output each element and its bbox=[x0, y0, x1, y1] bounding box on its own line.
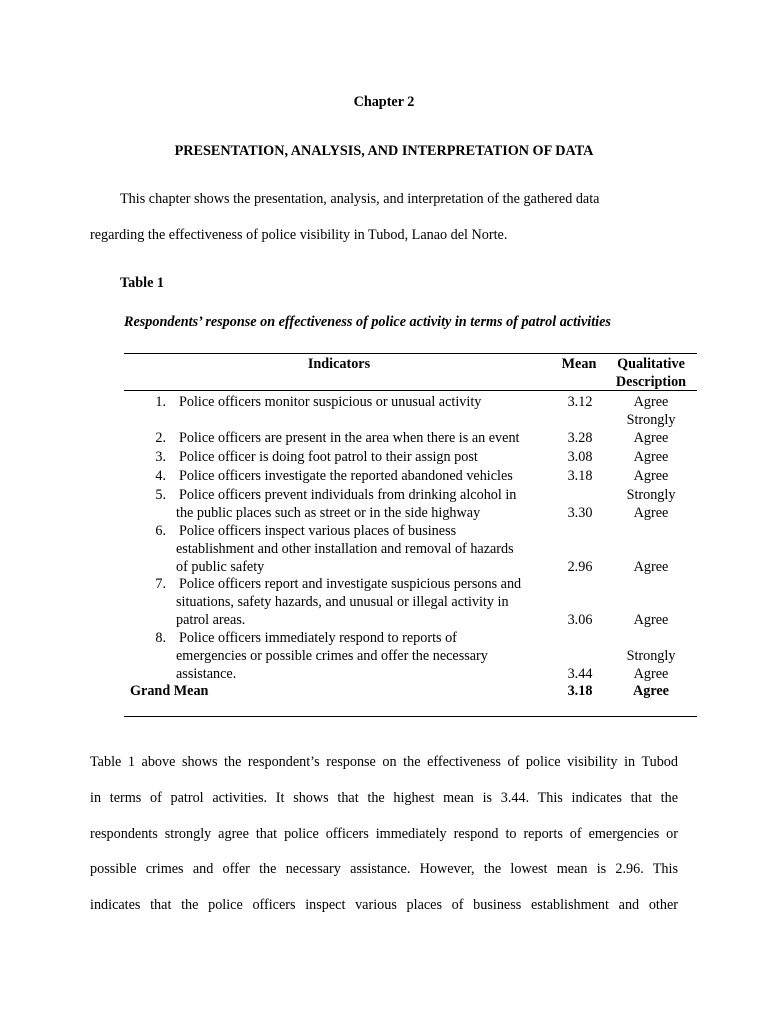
row-indicator: patrol areas. bbox=[176, 612, 246, 628]
row-mean: 3.12 bbox=[567, 394, 593, 410]
analysis-line-5: indicates that the police officers inspect various places of business establishment and other bbox=[90, 897, 678, 913]
row-indicator: Police officers report and investigate suspicious persons and bbox=[179, 576, 522, 592]
row-number: 5. bbox=[155, 487, 166, 503]
row-description: Agree bbox=[633, 505, 669, 521]
row-number: 7. bbox=[155, 576, 166, 592]
row-description: Agree bbox=[633, 449, 669, 465]
grand-mean-label: Grand Mean bbox=[130, 683, 209, 699]
analysis-line-3: respondents strongly agree that police officers immediately respond to reports of emergencies or bbox=[90, 826, 678, 842]
table-bottom-rule bbox=[124, 716, 697, 717]
row-number: 6. bbox=[155, 523, 166, 539]
intro-line-2: regarding the effectiveness of police visibility in Tubod, Lanao del Norte. bbox=[90, 227, 508, 243]
row-indicator: Police officers immediately respond to reports of bbox=[179, 630, 457, 646]
header-mean: Mean bbox=[561, 356, 597, 372]
header-qualitative-1: Qualitative bbox=[617, 356, 685, 372]
row-mean: 3.44 bbox=[567, 666, 593, 682]
row-description: Strongly bbox=[626, 412, 676, 428]
row-mean: 3.08 bbox=[567, 449, 593, 465]
analysis-line-1: Table 1 above shows the respondent’s response on the effectiveness of police visibility in Tubod bbox=[90, 754, 678, 770]
row-description: Agree bbox=[633, 430, 669, 446]
chapter-title: Chapter 2 bbox=[353, 94, 415, 110]
row-indicator: of public safety bbox=[176, 559, 265, 575]
row-description: Agree bbox=[633, 666, 669, 682]
row-number: 4. bbox=[155, 468, 166, 484]
row-number: 3. bbox=[155, 449, 166, 465]
row-mean: 3.28 bbox=[567, 430, 593, 446]
intro-line-1: This chapter shows the presentation, analysis, and interpretation of the gathered data bbox=[120, 191, 600, 207]
grand-mean-value: 3.18 bbox=[567, 683, 593, 699]
grand-mean-description: Agree bbox=[633, 683, 669, 699]
table-label: Table 1 bbox=[120, 275, 165, 291]
row-indicator: situations, safety hazards, and unusual or illegal activity in bbox=[176, 594, 509, 610]
row-indicator: establishment and other installation and removal of hazards bbox=[176, 541, 514, 557]
row-indicator: Police officers monitor suspicious or unusual activity bbox=[179, 394, 482, 410]
table-caption: Respondents’ response on effectiveness of police activity in terms of patrol activities bbox=[124, 314, 611, 330]
header-indicators: Indicators bbox=[307, 356, 371, 372]
table-header-rule bbox=[124, 390, 697, 391]
row-indicator: the public places such as street or in the side highway bbox=[176, 505, 481, 521]
row-indicator: emergencies or possible crimes and offer the necessary bbox=[176, 648, 488, 664]
row-number: 2. bbox=[155, 430, 166, 446]
row-indicator: Police officer is doing foot patrol to their assign post bbox=[179, 449, 478, 465]
row-mean: 2.96 bbox=[567, 559, 593, 575]
row-indicator: assistance. bbox=[176, 666, 237, 682]
analysis-line-4: possible crimes and offer the necessary assistance. However, the lowest mean is 2.96. This bbox=[90, 861, 678, 877]
row-mean: 3.06 bbox=[567, 612, 593, 628]
row-indicator: Police officers investigate the reported abandoned vehicles bbox=[179, 468, 513, 484]
row-indicator: Police officers are present in the area when there is an event bbox=[179, 430, 520, 446]
header-qualitative-2: Description bbox=[615, 374, 687, 390]
row-number: 8. bbox=[155, 630, 166, 646]
row-description: Agree bbox=[633, 612, 669, 628]
row-mean: 3.30 bbox=[567, 505, 593, 521]
row-description: Agree bbox=[633, 468, 669, 484]
row-indicator: Police officers prevent individuals from drinking alcohol in bbox=[179, 487, 517, 503]
row-mean: 3.18 bbox=[567, 468, 593, 484]
row-description: Strongly bbox=[626, 648, 676, 664]
row-description: Agree bbox=[633, 394, 669, 410]
section-heading: PRESENTATION, ANALYSIS, AND INTERPRETATION OF DATA bbox=[174, 143, 594, 159]
table-top-rule bbox=[124, 353, 697, 354]
row-indicator: Police officers inspect various places of business bbox=[179, 523, 457, 539]
row-description: Strongly bbox=[626, 487, 676, 503]
analysis-line-2: in terms of patrol activities. It shows that the highest mean is 3.44. This indicates that the bbox=[90, 790, 678, 806]
row-number: 1. bbox=[155, 394, 166, 410]
row-description: Agree bbox=[633, 559, 669, 575]
